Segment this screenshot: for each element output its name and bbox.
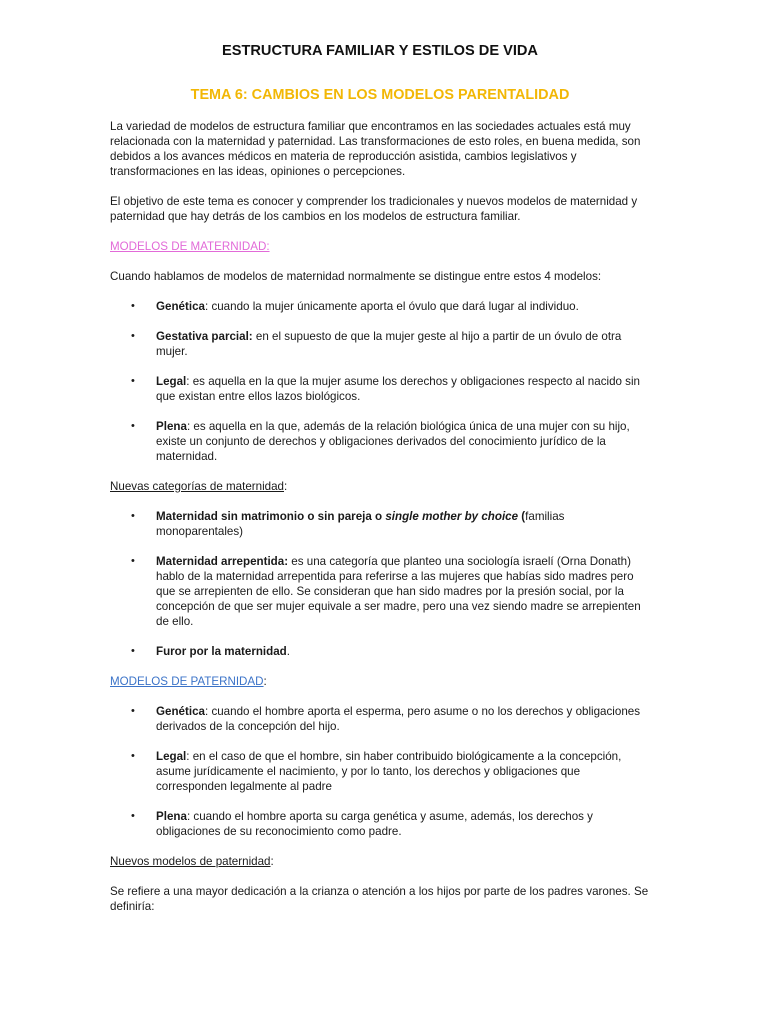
term: Plena [156,420,187,433]
heading-colon: : [270,855,274,868]
bullet-icon: • [131,645,135,657]
definition: cuando el hombre aporta su carga genética y asume, además, los derechos y obligaciones de su reconocimiento como padre. [156,810,593,838]
list-item [110,704,650,734]
maternity-intro: Cuando hablamos de modelos de maternidad normalmente se distingue entre estos 4 modelos: [110,270,602,283]
paternity-heading-text: MODELOS DE PATERNIDAD [110,675,264,688]
bullet-icon: • [131,330,135,342]
definition: en el caso de que el hombre, sin haber contribuido biológicamente a la concepción, asume jurídicamente el nacimiento, y por lo tanto, los derechos y obligaciones que corresponden legalmente al padre [156,750,622,793]
new-maternity-heading-text: Nuevas categorías de maternidad [110,480,285,493]
bullet-icon: • [131,555,135,567]
maternity-heading-text: MODELOS DE MATERNIDAD: [110,240,270,253]
bullet-icon: • [131,705,135,717]
term: Maternidad arrepentida: [156,555,289,568]
list-item [110,509,650,539]
separator: : [186,375,193,388]
list-item [110,374,650,404]
maternity-models-list [110,299,650,464]
topic-title: TEMA 6: CAMBIOS EN LOS MODELOS PARENTALIDAD [190,87,570,103]
term: Legal [156,375,187,388]
new-maternity-heading [110,479,650,494]
list-item [110,419,650,464]
term: Plena [156,810,187,823]
bullet-icon: • [131,510,135,522]
separator: : [186,750,193,763]
heading-colon: : [263,675,267,688]
closing-paragraph: Se refiere a una mayor dedicación a la crianza o atención a los hijos por parte de los padres varones. Se definiría: [110,885,649,913]
term: Genética [156,705,205,718]
list-item [110,554,650,629]
term: Furor por la maternidad [156,645,287,658]
term-italic: single mother by choice [385,510,519,523]
definition: es aquella en la que la mujer asume los derechos y obligaciones respecto al nacido sin que existan entre ellos lazos biológicos. [156,375,641,403]
separator: : [186,420,194,433]
term: Gestativa parcial: [156,330,253,343]
new-maternity-list [110,509,650,659]
new-paternity-heading [110,854,650,869]
maternity-heading [110,239,650,254]
bullet-icon: • [131,750,135,762]
term: Maternidad sin matrimonio o sin pareja o single mother by choice ( [156,510,526,523]
definition: cuando la mujer únicamente aporta el óvulo que dará lugar al individuo. [211,300,579,313]
separator: : [204,705,212,718]
term: Genética [156,300,205,313]
bullet-icon: • [131,810,135,822]
list-item [110,749,650,794]
term: Legal [156,750,187,763]
intro-paragraph: La variedad de modelos de estructura familiar que encontramos en las sociedades actuales está muy relacionada con la maternidad y paternidad. Las transformaciones de esto roles, en buena medida, son debidos a los avances médicos en materia de reproducción asistida, cambios legislativos y transformaciones en las ideas, opiniones o percepciones. [110,120,641,178]
bullet-icon: • [131,375,135,387]
definition: . [286,645,291,658]
definition: es una categoría que planteo una sociología israelí (Orna Donath) hablo de la maternidad arrepentida para referirse a las mujeres que habías sido madres pero que se arrepienten de ello. Se consideran que han sido madres por la presión social, por la concepción de que ser mujer equivale a ser madre, pero una vez siendo madre se arrepienten de ello. [156,555,641,628]
definition: es aquella en la que, además de la relación biológica única de una mujer con su hijo, existe un conjunto de derechos y obligaciones derivados del conocimiento jurídico de la maternidad. [156,420,630,463]
objective-paragraph: El objetivo de este tema es conocer y comprender los tradicionales y nuevos modelos de maternidad y paternidad que hay detrás de los cambios en los modelos de estructura familiar. [110,195,638,223]
document-title: ESTRUCTURA FAMILIAR Y ESTILOS DE VIDA [222,43,538,59]
paternity-heading [110,674,650,689]
heading-colon: : [284,480,288,493]
paternity-models-list [110,704,650,839]
list-item [110,809,650,839]
list-item [110,329,650,359]
list-item [110,644,650,659]
new-paternity-heading-text: Nuevos modelos de paternidad [110,855,271,868]
bullet-icon: • [131,300,135,312]
bullet-icon: • [131,420,135,432]
separator: : [186,810,194,823]
definition: en el supuesto de que la mujer geste al hijo a partir de un óvulo de otra mujer. [156,330,622,358]
definition: cuando el hombre aporta el esperma, pero asume o no los derechos y obligaciones derivados de la concepción del hijo. [156,705,641,733]
separator: : [204,300,212,313]
list-item [110,299,650,314]
definition: familias monoparentales) [156,510,565,538]
